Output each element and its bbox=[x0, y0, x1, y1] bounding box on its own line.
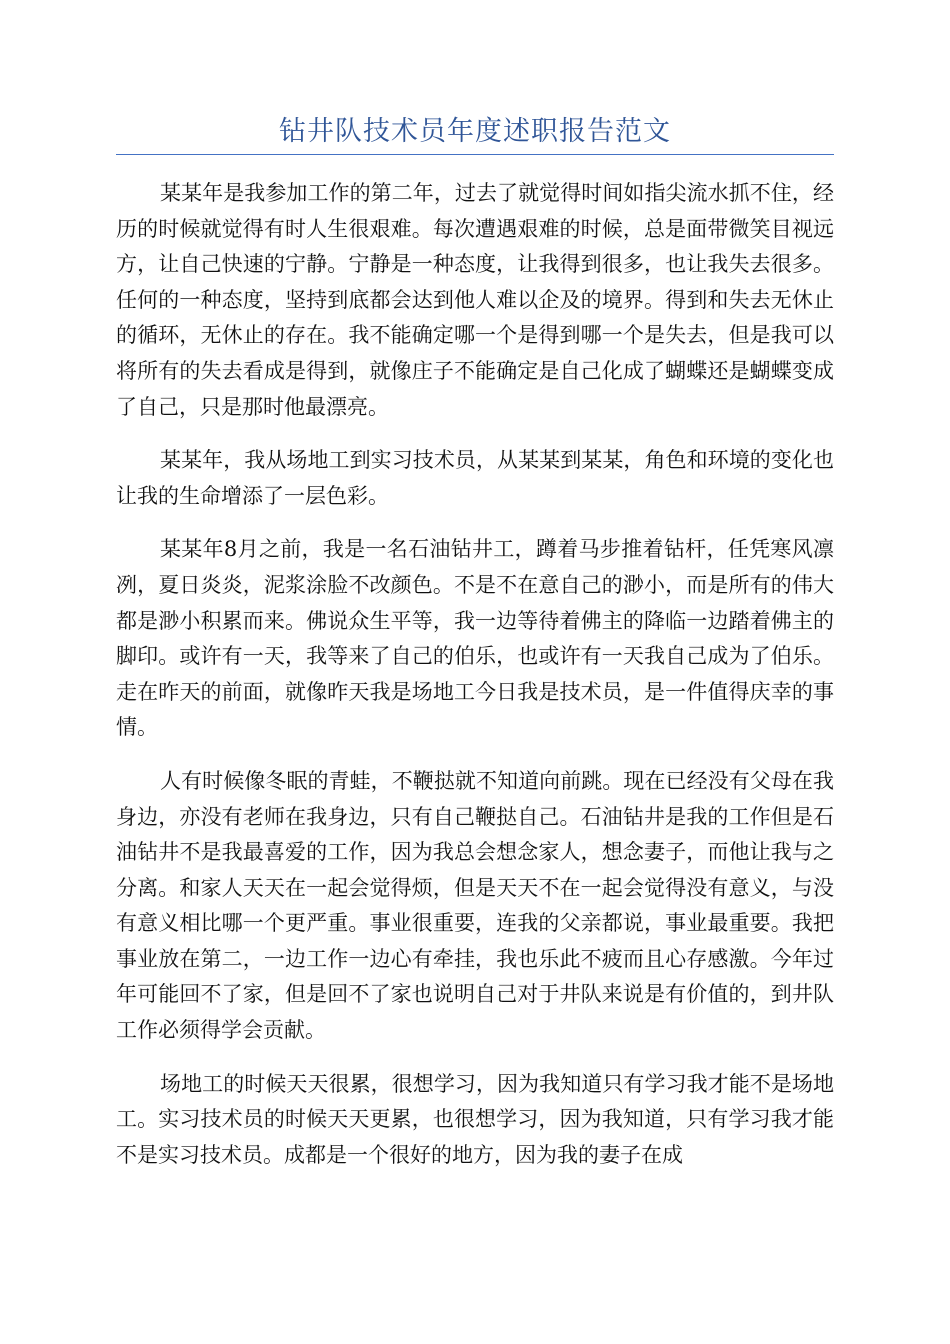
paragraph-5: 场地工的时候天天很累，很想学习，因为我知道只有学习我才能不是场地工。实习技术员的时候天天更累，也很想学习，因为我知道，只有学习我才能不是实习技术员。成都是一个很好的地方，因为我的妻子在成 bbox=[116, 1071, 834, 1167]
paragraph-2: 某某年，我从场地工到实习技术员，从某某到某某，角色和环境的变化也让我的生命增添了一层色彩。 bbox=[116, 448, 834, 508]
document-body bbox=[116, 176, 834, 1191]
document-title: 钻井队技术员年度述职报告范文 bbox=[279, 116, 671, 147]
paragraph-4: 人有时候像冬眠的青蛙，不鞭挞就不知道向前跳。现在已经没有父母在我身边，亦没有老师在我身边，只有自己鞭挞自己。石油钻井是我的工作但是石油钻井不是我最喜爱的工作，因为我总会想念家人，想念妻子，而他让我与之分离。和家人天天在一起会觉得烦，但是天天不在一起会觉得没有意义，与没有意义相比哪一个更严重。事业很重要，连我的父亲都说，事业最重要。我把事业放在第二，一边工作一边心有牵挂，我也乐此不疲而且心存感激。今年过年可能回不了家，但是回不了家也说明自己对于井队来说是有价值的，到井队工作必须得学会贡献。 bbox=[116, 768, 834, 1043]
title-underline bbox=[116, 154, 834, 155]
paragraph-1: 某某年是我参加工作的第二年，过去了就觉得时间如指尖流水抓不住，经历的时候就觉得有时人生很艰难。每次遭遇艰难的时候，总是面带微笑目视远方，让自己快速的宁静。宁静是一种态度，让我得到很多，也让我失去很多。任何的一种态度，坚持到底都会达到他人难以企及的境界。得到和失去无休止的循环，无休止的存在。我不能确定哪一个是得到哪一个是失去，但是我可以将所有的失去看成是得到，就像庄子不能确定是自己化成了蝴蝶还是蝴蝶变成了自己，只是那时他最漂亮。 bbox=[116, 181, 834, 419]
paragraph-3: 某某年8月之前，我是一名石油钻井工，蹲着马步推着钻杆，任凭寒风凛冽，夏日炎炎，泥浆涂脸不改颜色。不是不在意自己的渺小，而是所有的伟大都是渺小积累而来。佛说众生平等，我一边等待着佛主的降临一边踏着佛主的脚印。或许有一天，我等来了自己的伯乐，也或许有一天我自己成为了伯乐。走在昨天的前面，就像昨天我是场地工今日我是技术员，是一件值得庆幸的事情。 bbox=[116, 537, 834, 740]
